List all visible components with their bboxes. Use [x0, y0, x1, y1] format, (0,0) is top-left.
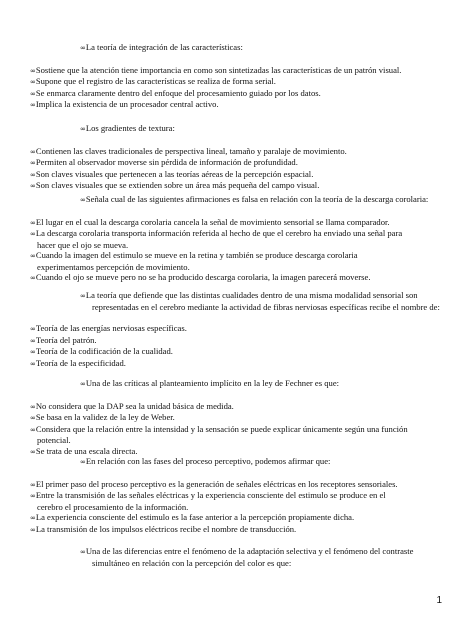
option-text: Teoría de las energías nerviosas específicas. — [35, 323, 187, 333]
question-prompt-line: La teoría que defiende que las distintas cualidades dentro de una misma modalidad sensorial son — [85, 290, 418, 300]
bullet-icon: ∞ — [30, 492, 36, 500]
option-text: La experiencia consciente del estimulo es la fase anterior a la percepción propiamente dicha. — [35, 512, 355, 522]
option-text: Teoría de la especificidad. — [35, 357, 126, 368]
bullet-icon: ∞ — [80, 44, 86, 52]
option-item — [30, 99, 440, 111]
option-item — [30, 358, 440, 370]
bullet-icon: ∞ — [30, 336, 36, 345]
bullet-icon: ∞ — [30, 147, 36, 156]
page-number: 1 — [436, 595, 442, 606]
bullet-icon: ∞ — [30, 252, 36, 260]
option-item — [30, 217, 440, 229]
option-text: Sostiene que la atención tiene importancia en como son sintetizadas las características de un patrón visual. — [35, 64, 402, 75]
bullet-icon: ∞ — [30, 159, 36, 167]
option-text: Contienen las claves tradicionales de perspectiva lineal, tamaño y paralaje de movimiento. — [35, 145, 347, 156]
option-text: Se trata de una escala directa. — [35, 445, 138, 456]
bullet-icon: ∞ — [80, 292, 86, 300]
question-prompt-line: Señala cual de las siguientes afirmaciones es falsa en relación con la teoría de la descarga corolaria: — [85, 194, 429, 204]
question-prompt — [30, 546, 440, 568]
bullet-icon: ∞ — [30, 170, 36, 179]
option-text: Se enmarca claramente dentro del enfoque del procesamiento guiado por los datos. — [35, 87, 321, 98]
option-item — [30, 512, 440, 524]
question-block — [30, 378, 440, 457]
option-text: experimentamos percepción de movimiento. — [37, 261, 190, 272]
question-block — [30, 290, 440, 369]
question-prompt-line: simultáneo en relación con la percepción del color es que: — [92, 557, 292, 568]
bullet-icon: ∞ — [30, 447, 36, 456]
bullet-icon: ∞ — [30, 66, 36, 75]
option-item — [30, 65, 440, 77]
bullet-icon: ∞ — [30, 101, 36, 109]
option-item — [30, 228, 440, 250]
bullet-icon: ∞ — [80, 380, 86, 388]
option-text: Cuando el ojo se mueve pero no se ha producido descarga corolaria, la imagen parecerá moverse. — [35, 272, 371, 282]
option-text: El primer paso del proceso perceptivo es la generación de señales eléctricas en los receptores sensoriales. — [35, 478, 398, 489]
option-list — [30, 401, 440, 458]
option-text: Entre la transmisión de las señales eléctricas y la experiencia consciente del estimulo se produce en el — [35, 490, 386, 500]
bullet-icon: ∞ — [30, 230, 36, 238]
option-item — [30, 412, 440, 424]
option-text: Supone que el registro de las características se realiza de forma serial. — [35, 76, 276, 86]
bullet-icon: ∞ — [80, 125, 86, 133]
question-prompt — [30, 290, 440, 312]
option-item — [30, 169, 440, 181]
option-item — [30, 146, 440, 158]
bullet-icon: ∞ — [30, 359, 36, 368]
bullet-icon: ∞ — [30, 514, 36, 522]
bullet-icon: ∞ — [80, 458, 86, 466]
bullet-icon: ∞ — [80, 196, 86, 204]
option-text: El lugar en el cual la descarga corolaria cancela la señal de movimiento sensorial se llama comparador. — [35, 216, 390, 227]
option-text: La descarga corolaria transporta información referida al hecho de que el cerebro ha enviado una señal para — [35, 228, 403, 238]
question-block — [30, 194, 440, 284]
question-block — [30, 42, 440, 111]
question-prompt-line: Una de las diferencias entre el fenómeno de la adaptación selectiva y el fenómeno del contraste — [85, 546, 414, 556]
option-item — [30, 323, 440, 335]
bullet-icon: ∞ — [30, 480, 36, 489]
bullet-icon: ∞ — [30, 402, 36, 411]
option-text: Cuando la imagen del estimulo se mueve en la retina y también se produce descarga corolaria — [35, 250, 358, 260]
option-text: La transmisión de los impulsos eléctricos recibe el nombre de transducción. — [35, 523, 297, 534]
option-item — [30, 479, 440, 491]
option-item — [30, 88, 440, 100]
question-block — [30, 546, 440, 568]
bullet-icon: ∞ — [30, 425, 36, 434]
question-prompt-line: Una de las críticas al planteamiento implícito en la ley de Fechner es que: — [85, 378, 340, 388]
option-text: No considera que la DAP sea la unidad básica de medida. — [35, 400, 234, 411]
question-prompt — [30, 378, 440, 390]
question-prompt-line: Los gradientes de textura: — [85, 123, 175, 133]
option-item — [30, 524, 440, 536]
question-prompt-line: En relación con las fases del proceso perceptivo, podemos afirmar que: — [85, 456, 331, 466]
option-item — [30, 76, 440, 88]
option-text: Se basa en la validez de la ley de Weber. — [35, 412, 175, 422]
bullet-icon: ∞ — [30, 182, 36, 190]
bullet-icon: ∞ — [30, 89, 36, 98]
bullet-icon: ∞ — [80, 548, 86, 556]
option-list — [30, 217, 440, 284]
option-list — [30, 146, 440, 192]
option-text: Permiten al observador moverse sin pérdida de información de profundidad. — [35, 157, 298, 167]
option-text: Son claves visuales que pertenecen a las teorías aéreas de la percepción espacial. — [35, 168, 314, 179]
question-prompt — [30, 456, 440, 468]
option-item — [30, 157, 440, 169]
option-text: Considera que la relación entre la intensidad y la sensación se puede explicar únicamente según una función — [35, 423, 408, 434]
bullet-icon: ∞ — [30, 78, 36, 86]
option-text: Implica la existencia de un procesador central activo. — [35, 99, 219, 109]
bullet-icon: ∞ — [30, 218, 36, 227]
option-list — [30, 65, 440, 111]
option-item — [30, 346, 440, 358]
question-block — [30, 456, 440, 535]
option-text: potencial. — [37, 435, 71, 445]
question-prompt-line: La teoría de integración de las características: — [85, 42, 243, 52]
option-list — [30, 479, 440, 536]
bullet-icon: ∞ — [30, 274, 36, 282]
option-item — [30, 272, 440, 284]
option-text: Teoría del patrón. — [35, 334, 97, 345]
option-text: Teoría de la codificación de la cualidad. — [35, 346, 173, 356]
option-item — [30, 335, 440, 347]
option-item — [30, 401, 440, 413]
option-text: Son claves visuales que se extienden sobre un área más pequeña del campo visual. — [35, 180, 320, 190]
question-prompt — [30, 42, 440, 54]
option-item — [30, 180, 440, 192]
question-prompt — [30, 194, 440, 206]
question-prompt — [30, 123, 440, 135]
option-item — [30, 424, 440, 446]
option-list — [30, 323, 440, 369]
bullet-icon: ∞ — [30, 414, 36, 422]
option-item — [30, 490, 440, 512]
question-prompt-line: representadas en el cerebro mediante la actividad de fibras nerviosas específicas recibe el nombre de: — [92, 301, 440, 312]
option-text: hacer que el ojo se mueva. — [37, 239, 129, 250]
option-item — [30, 250, 440, 272]
bullet-icon: ∞ — [30, 525, 36, 534]
question-block — [30, 123, 440, 192]
option-text: cerebro el procesamiento de la información. — [37, 501, 189, 512]
bullet-icon: ∞ — [30, 348, 36, 356]
bullet-icon: ∞ — [30, 325, 36, 333]
